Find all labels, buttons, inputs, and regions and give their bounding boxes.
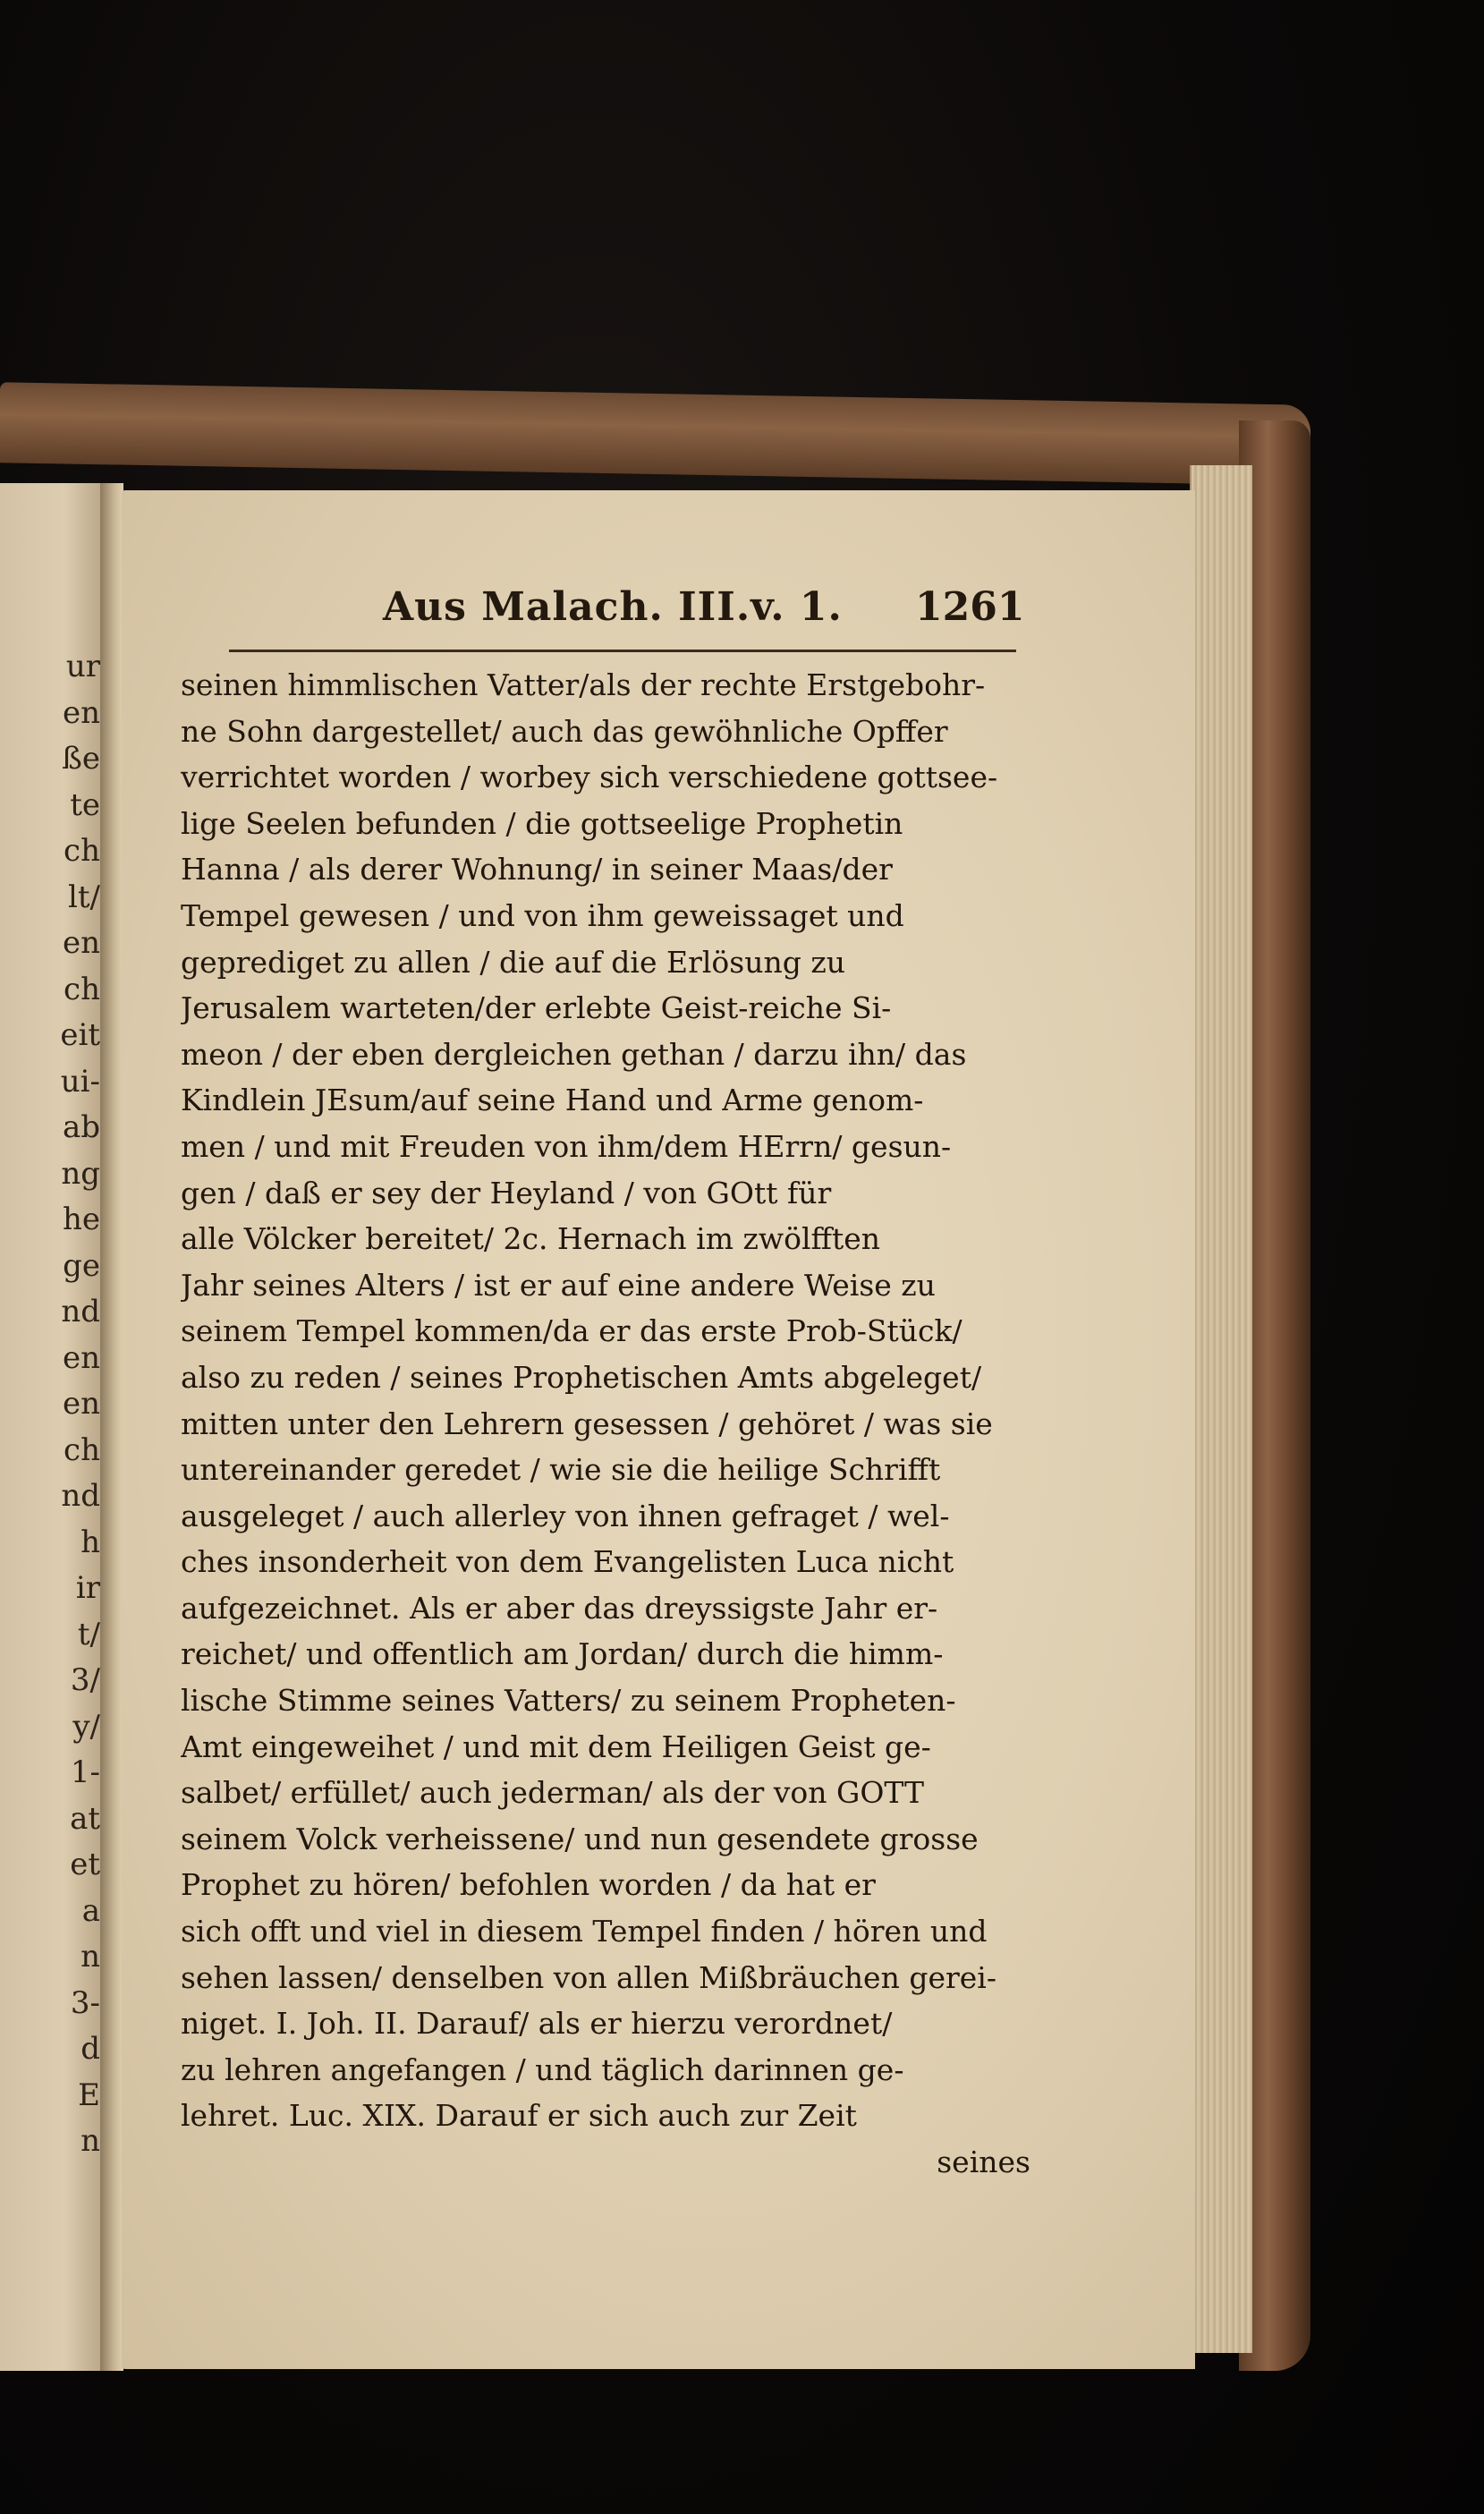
- text-line: ches insonderheit von dem Evangelisten Luca nicht: [181, 1544, 954, 1580]
- text-line: niget. I. Joh. II. Darauf/ als er hierzu verordnet/: [181, 2006, 893, 2042]
- left-line-ending: he: [62, 1202, 100, 1237]
- left-line-ending: ui-: [60, 1063, 100, 1100]
- left-line-ending: ße: [62, 741, 100, 777]
- text-line: geprediget zu allen / die auf die Erlösung zu: [181, 944, 845, 980]
- left-line-ending: en: [62, 1339, 100, 1376]
- header-rule: [229, 650, 1016, 652]
- left-line-ending: ir: [75, 1570, 100, 1606]
- left-line-ending: ch: [64, 1431, 100, 1468]
- text-line: alle Völcker bereitet/ 2c. Hernach im zwölfften: [181, 1221, 881, 1257]
- body-text: [181, 662, 1030, 2186]
- left-line-ending: nd: [61, 1294, 100, 1329]
- text-line: sich offt und viel in diesem Tempel finden / hören und: [181, 1914, 988, 1949]
- left-line-ending: en: [62, 925, 100, 961]
- left-line-ending: n: [81, 2123, 100, 2159]
- page-number: 1261: [915, 584, 1025, 630]
- left-line-ending: nd: [61, 1478, 100, 1514]
- right-page: [122, 490, 1195, 2369]
- text-line: lige Seelen befunden / die gottseelige Prophetin: [181, 805, 903, 841]
- text-line: seinen himmlischen Vatter/als der rechte Erstgebohr-: [181, 667, 986, 702]
- left-line-ending: eit: [60, 1017, 100, 1053]
- left-page-line-endings: [2, 644, 100, 2165]
- left-line-ending: lt/: [68, 879, 100, 915]
- left-line-ending: a: [81, 1892, 100, 1929]
- text-line: Hanna / als derer Wohnung/ in seiner Maas/der: [181, 852, 893, 888]
- text-line: gen / daß er sey der Heyland / von GOtt für: [181, 1175, 832, 1210]
- left-line-ending: en: [62, 1386, 100, 1422]
- text-line: verrichtet worden / worbey sich verschiedene gottsee-: [181, 760, 998, 795]
- text-line: Prophet zu hören/ befohlen worden / da hat er: [181, 1867, 876, 1903]
- left-line-ending: t/: [77, 1616, 100, 1652]
- text-line: ausgeleget / auch allerley von ihnen gefraget / wel-: [181, 1498, 950, 1533]
- left-line-ending: ch: [64, 833, 100, 869]
- left-line-ending: 3/: [70, 1662, 100, 1698]
- page-edges: [1190, 465, 1252, 2353]
- left-line-ending: h: [81, 1524, 100, 1560]
- text-line: zu lehren angefangen / und täglich darinnen ge-: [181, 2051, 904, 2087]
- text-line: untereinander geredet / wie sie die heilige Schrifft: [181, 1452, 941, 1488]
- book-gutter: [100, 483, 123, 2371]
- text-line: aufgezeichnet. Als er aber das dreyssigste Jahr er-: [181, 1590, 938, 1626]
- left-line-ending: ur: [65, 649, 100, 684]
- left-line-ending: at: [70, 1800, 100, 1837]
- text-line: reichet/ und offentlich am Jordan/ durch die himm-: [181, 1636, 944, 1672]
- left-line-ending: 3-: [70, 1984, 100, 2021]
- text-line: lische Stimme seines Vatters/ zu seinem Propheten-: [181, 1683, 956, 1719]
- text-line: salbet/ erfüllet/ auch jederman/ als der von GOTT: [181, 1775, 925, 1811]
- left-line-ending: et: [70, 1847, 100, 1882]
- left-line-ending: ch: [64, 971, 100, 1007]
- text-line: Kindlein JEsum/auf seine Hand und Arme genom-: [181, 1083, 924, 1118]
- text-line: seines: [937, 2145, 1030, 2179]
- text-line: seinem Volck verheissene/ und nun gesendete grosse: [181, 1821, 979, 1856]
- left-line-ending: ng: [61, 1155, 100, 1192]
- text-line: Jerusalem warteten/der erlebte Geist-reiche Si-: [181, 990, 892, 1026]
- left-page-fragment: [0, 483, 106, 2371]
- text-line: also zu reden / seines Prophetischen Amts abgeleget/: [181, 1359, 982, 1395]
- text-line: Amt eingeweihet / und mit dem Heiligen Geist ge-: [181, 1728, 931, 1764]
- left-line-ending: y/: [72, 1708, 100, 1745]
- left-line-ending: 1-: [70, 1754, 100, 1790]
- page-header: [122, 584, 1195, 647]
- text-line: men / und mit Freuden von ihm/dem HErrn/ gesun-: [181, 1128, 952, 1164]
- text-line: mitten unter den Lehrern gesessen / gehöret / was sie: [181, 1406, 993, 1441]
- left-line-ending: n: [81, 1939, 100, 1975]
- left-line-ending: te: [70, 786, 100, 823]
- left-line-ending: E: [78, 2077, 100, 2113]
- left-line-ending: ab: [62, 1109, 100, 1145]
- left-line-ending: en: [62, 694, 100, 731]
- text-line: Jahr seines Alters / ist er auf eine andere Weise zu: [181, 1267, 936, 1303]
- text-line: lehret. Luc. XIX. Darauf er sich auch zur Zeit: [181, 2098, 857, 2134]
- text-line: ne Sohn dargestellet/ auch das gewöhnliche Opffer: [181, 713, 948, 749]
- text-line: Tempel gewesen / und von ihm geweissaget und: [181, 897, 904, 933]
- text-line: seinem Tempel kommen/da er das erste Prob-Stück/: [181, 1313, 962, 1349]
- left-line-ending: ge: [63, 1247, 100, 1284]
- text-line: meon / der eben dergleichen gethan / darzu ihn/ das: [181, 1036, 967, 1072]
- running-head: Aus Malach. III.v. 1.: [383, 584, 843, 630]
- left-line-ending: d: [81, 2031, 100, 2067]
- text-line: sehen lassen/ denselben von allen Mißbräuchen gerei-: [181, 1959, 996, 1995]
